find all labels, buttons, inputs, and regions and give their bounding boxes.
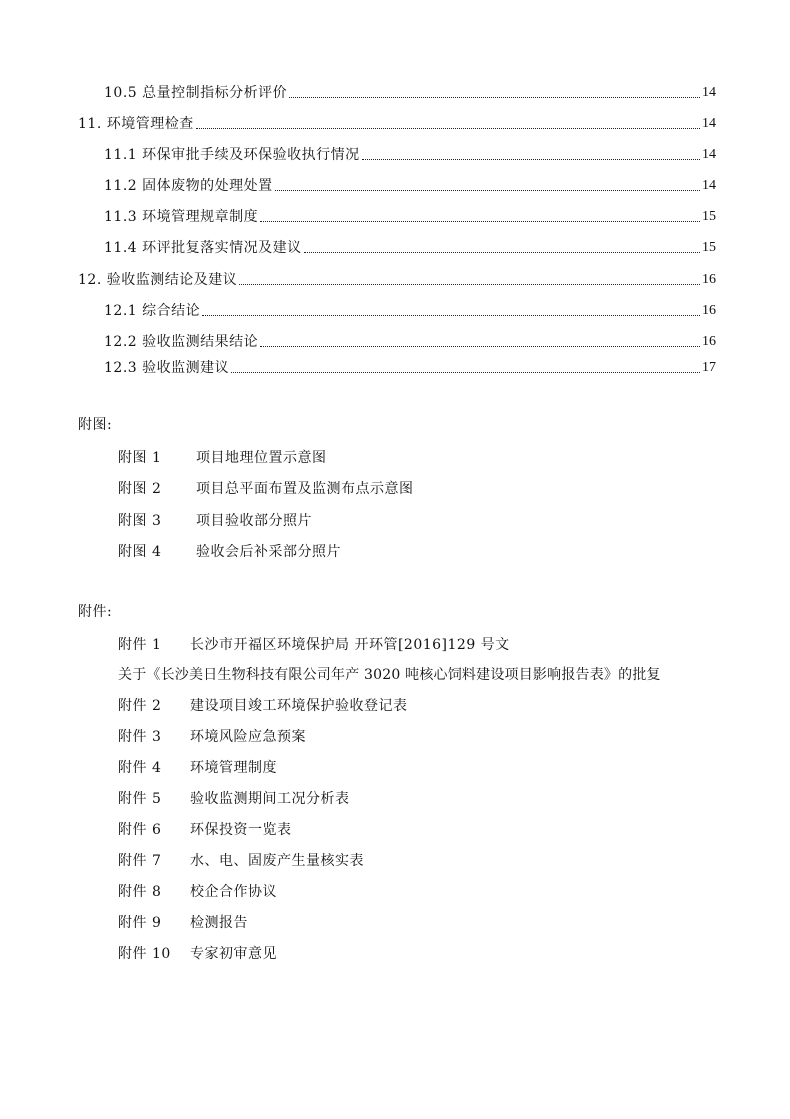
figure-label: 附图 4 [118, 544, 162, 560]
figure-label: 附图 2 [118, 481, 162, 497]
toc-leader-dots [289, 96, 700, 98]
attachment-label: 附件 1 [118, 637, 162, 653]
attachment-item [118, 943, 277, 963]
attachment-label: 附件 8 [118, 884, 162, 900]
figure-title: 项目总平面布置及监测布点示意图 [196, 481, 414, 497]
toc-entry[interactable] [78, 111, 716, 133]
toc-entry[interactable] [104, 204, 716, 226]
figure-title: 项目地理位置示意图 [196, 450, 327, 466]
attachment-item [118, 695, 408, 715]
attachment-title: 验收监测期间工况分析表 [190, 791, 350, 807]
figure-title: 验收会后补采部分照片 [196, 544, 341, 560]
attachment-label: 附件 7 [118, 853, 162, 869]
toc-leader-dots [362, 158, 700, 160]
attachment-label: 附件 6 [118, 822, 162, 838]
toc-leader-dots [202, 314, 700, 316]
figures-heading: 附图: [78, 417, 113, 433]
attachments-heading: 附件: [78, 604, 113, 620]
attachment-label: 附件 3 [118, 729, 162, 745]
attachment-label: 附件 9 [118, 915, 162, 931]
figure-title: 项目验收部分照片 [196, 513, 312, 529]
figure-item [118, 541, 341, 561]
attachment-title: 校企合作协议 [190, 884, 277, 900]
toc-entry-page: 15 [702, 240, 716, 255]
attachment-item [118, 634, 510, 654]
toc-entry-page: 14 [702, 147, 716, 162]
figure-label: 附图 3 [118, 513, 162, 529]
toc-entry-page: 14 [702, 85, 716, 100]
toc-leader-dots [260, 220, 700, 222]
attachment-title: 环境风险应急预案 [190, 729, 306, 745]
toc-entry-page: 15 [702, 209, 716, 224]
toc-entry-page: 17 [702, 360, 716, 375]
attachment-title: 环境管理制度 [190, 760, 277, 776]
figure-item [118, 447, 327, 467]
toc-leader-dots [196, 127, 700, 129]
figure-label: 附图 1 [118, 450, 162, 466]
toc-leader-dots [304, 251, 700, 253]
toc-entry-title: 12.3 验收监测建议 [104, 360, 230, 376]
attachment-title: 检测报告 [190, 915, 248, 931]
toc-entry-page: 16 [702, 334, 716, 349]
attachment-item [118, 788, 350, 808]
toc-entry-title: 11.4 环评批复落实情况及建议 [104, 240, 302, 256]
attachment-title: 环保投资一览表 [190, 822, 292, 838]
toc-entry[interactable] [104, 355, 716, 377]
toc-entry-title: 12.2 验收监测结果结论 [104, 334, 259, 350]
figure-item [118, 510, 312, 530]
attachment-item [118, 881, 277, 901]
attachment-label: 附件 5 [118, 791, 162, 807]
toc-entry-title: 11.2 固体废物的处理处置 [104, 178, 273, 194]
toc-entry-page: 14 [702, 116, 716, 131]
toc-entry-title: 11.1 环保审批手续及环保验收执行情况 [104, 147, 360, 163]
attachment-item [118, 912, 248, 932]
toc-leader-dots [239, 283, 700, 285]
toc-entry-title: 12.1 综合结论 [104, 303, 201, 319]
toc-entry-title: 11.3 环境管理规章制度 [104, 209, 259, 225]
attachment-item [118, 726, 306, 746]
toc-entry[interactable] [104, 235, 716, 257]
toc-entry[interactable] [104, 173, 716, 195]
toc-entry-page: 16 [702, 272, 716, 287]
attachment-item [118, 850, 364, 870]
toc-entry[interactable] [104, 142, 716, 164]
toc-entry-title: 11. 环境管理检查 [78, 116, 194, 132]
attachment-label: 附件 4 [118, 760, 162, 776]
toc-entry[interactable] [104, 80, 716, 102]
attachment-label: 附件 2 [118, 698, 162, 714]
attachment-label: 附件 10 [118, 946, 171, 962]
toc-entry-title: 10.5 总量控制指标分析评价 [104, 85, 288, 101]
toc-entry-page: 16 [702, 303, 716, 318]
attachment-continuation: 关于《长沙美日生物科技有限公司年产 3020 吨核心饲料建设项目影响报告表》的批复 [118, 667, 661, 683]
attachment-title: 长沙市开福区环境保护局 开环管[2016]129 号文 [190, 637, 510, 653]
toc-entry[interactable] [104, 298, 716, 320]
toc-leader-dots [231, 371, 700, 373]
attachment-title: 建设项目竣工环境保护验收登记表 [190, 698, 408, 714]
toc-entry-title: 12. 验收监测结论及建议 [78, 272, 238, 288]
attachment-item [118, 757, 277, 777]
toc-leader-dots [260, 345, 700, 347]
figure-item [118, 478, 414, 498]
toc-entry[interactable] [78, 267, 716, 289]
toc-entry-page: 14 [702, 178, 716, 193]
attachment-title: 水、电、固废产生量核实表 [190, 853, 364, 869]
attachment-item [118, 819, 292, 839]
attachment-title: 专家初审意见 [190, 946, 277, 962]
toc-entry[interactable] [104, 329, 716, 351]
toc-leader-dots [275, 189, 700, 191]
